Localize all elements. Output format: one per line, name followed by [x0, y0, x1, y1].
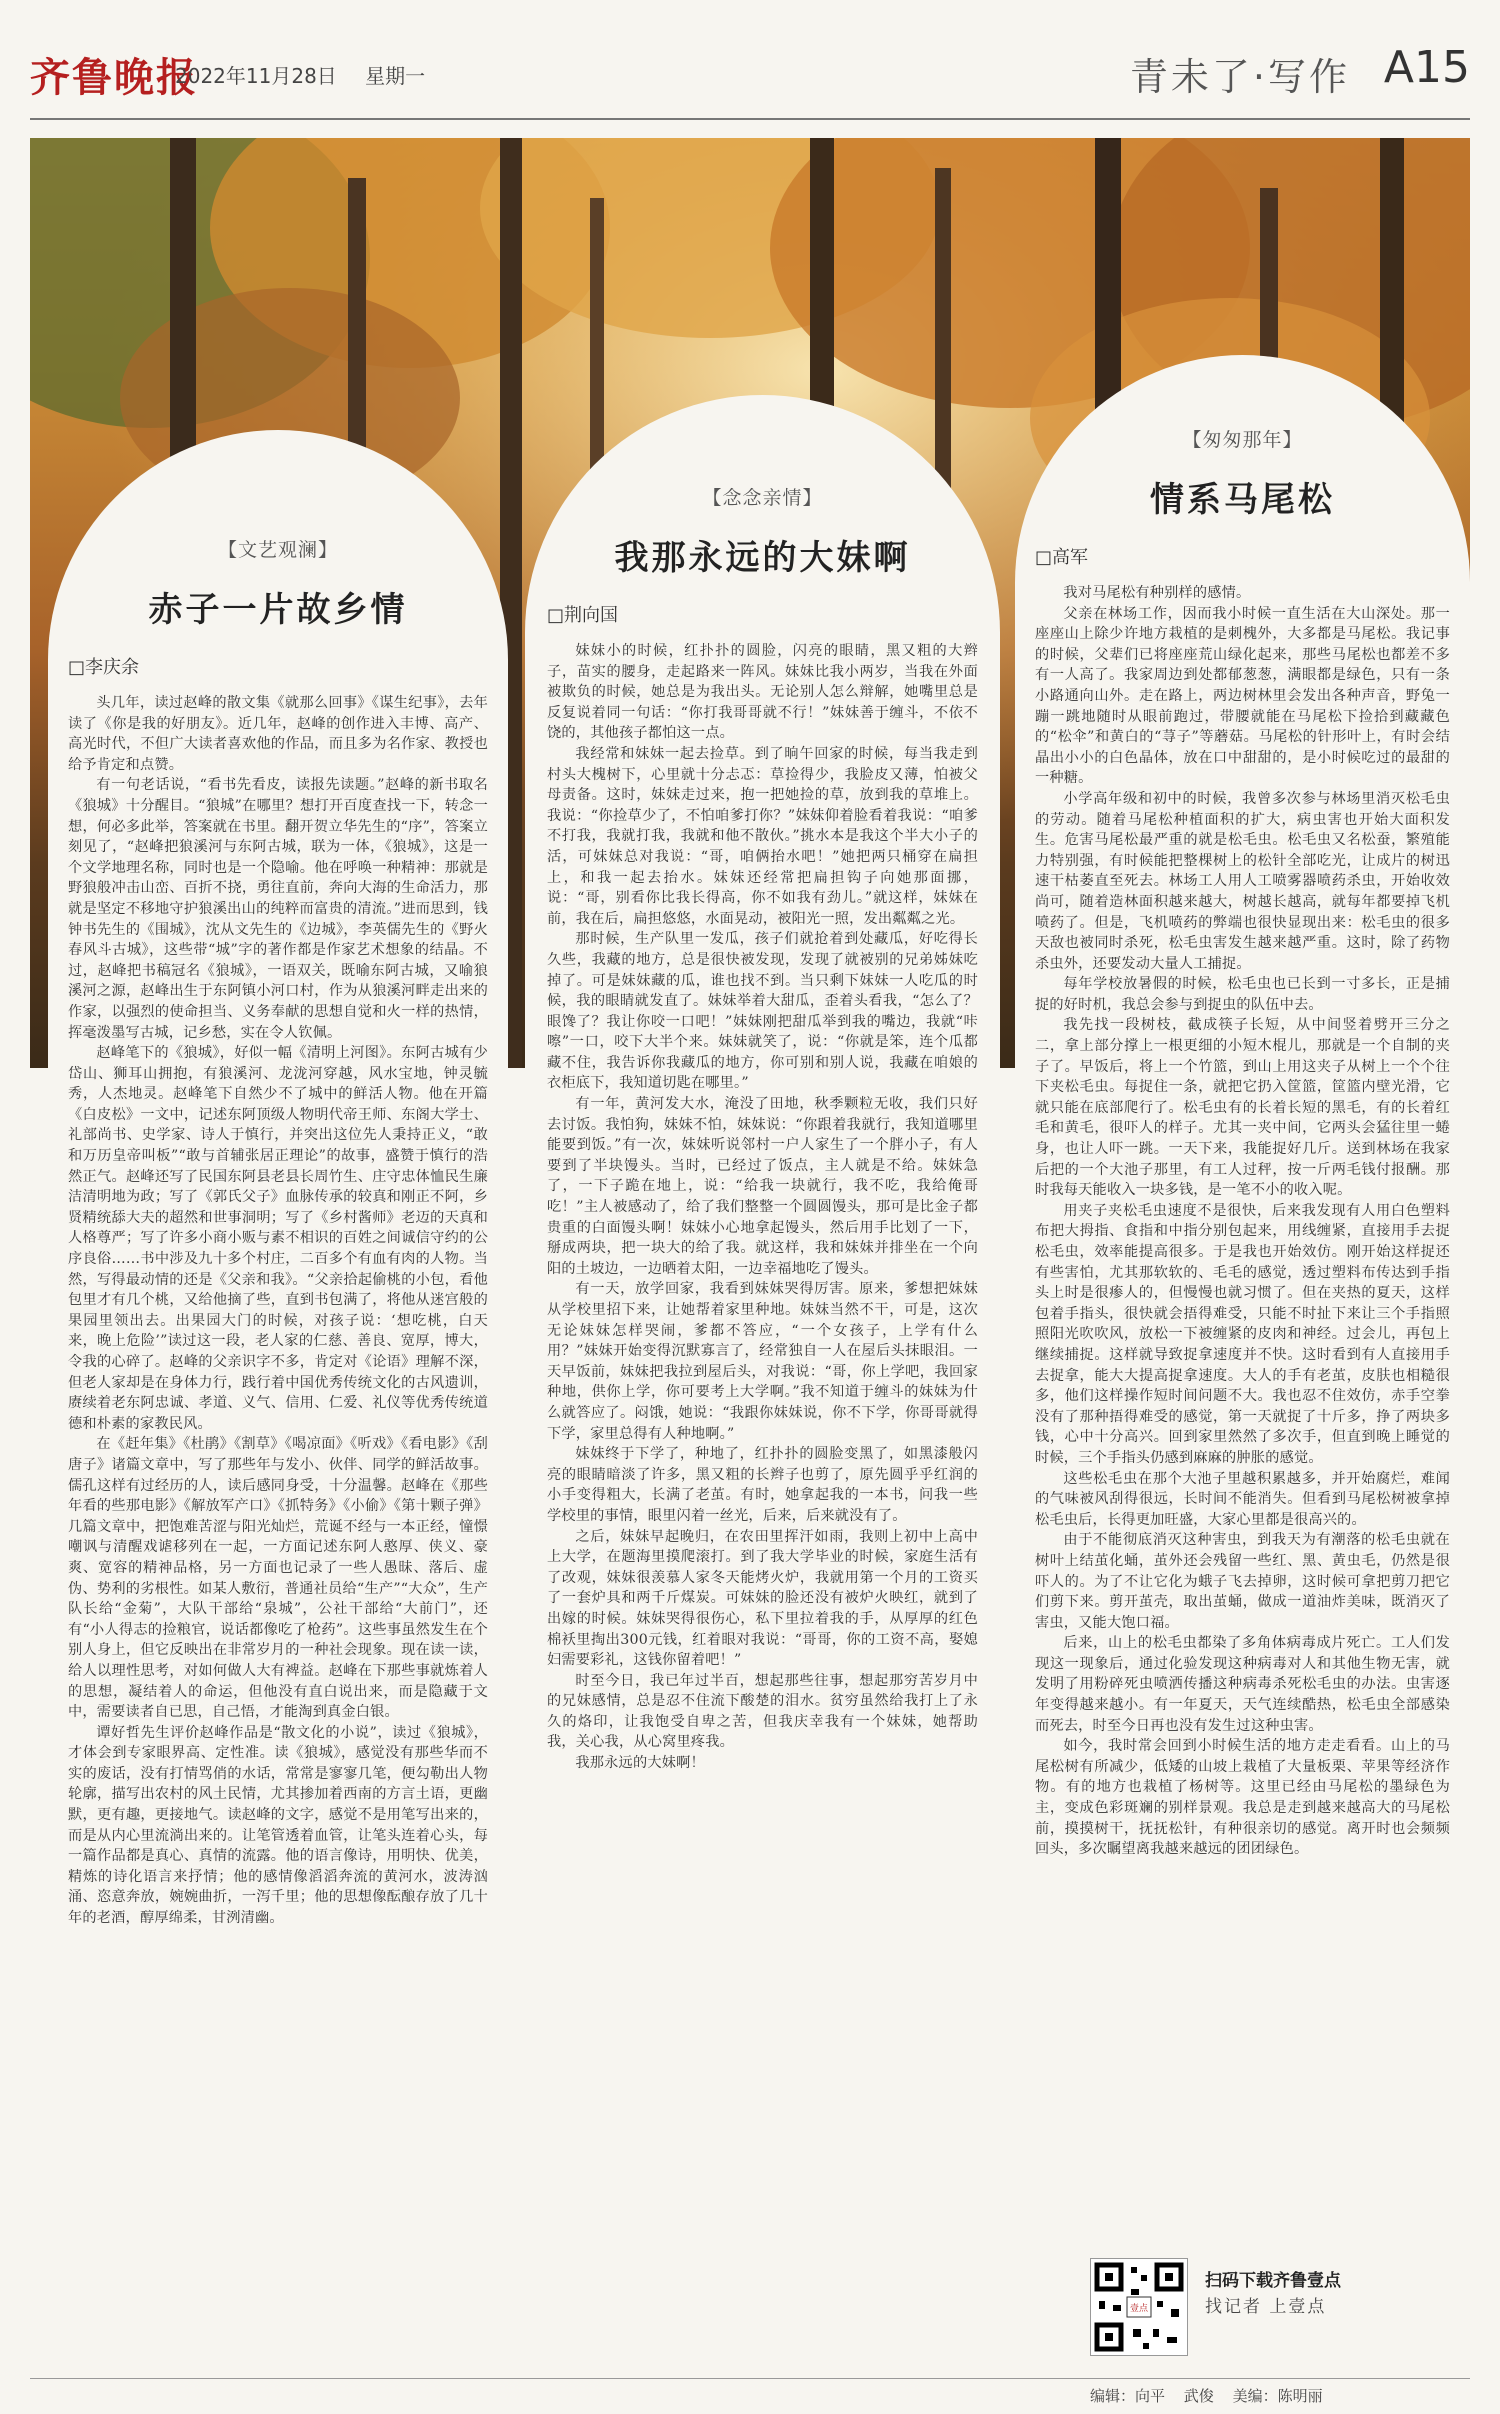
paragraph: 如今，我时常会回到小时候生活的地方走走看看。山上的马尾松树有所减少，低矮的山坡上栽植了大量板栗、苹果等经济作物。有的地方也栽植了杨树等。这里已经由马尾松的墨绿色为主，变成色彩斑斓的别样景观。我总是走到越来越高大的马尾松前，摸摸树干，抚抚松针，有种很亲切的感觉。离开时也会频频回头，多次瞩望离我越来越远的团团绿色。 [1035, 1738, 1450, 1858]
issue-date: 2022年11月28日 [175, 64, 337, 88]
qr-title: 扫码下载齐鲁壹点 [1205, 2271, 1341, 2291]
paragraph: 之后，妹妹早起晚归，在农田里挥汗如雨，我则上初中上高中上大学，在题海里摸爬滚打。到了我大学毕业的时候，家庭生活有了改观，妹妹很羡慕人家冬天能烤火炉，我就用第一个月的工资买了一套炉具和两千斤煤炭。可妹妹的脸还没有被炉火映红，就到了出嫁的时候。妹妹哭得很伤心，私下里拉着我的手，从厚厚的红色棉袄里掏出300元钱，红着眼对我说：“哥哥，你的工资不高，娶媳妇需要彩礼，这钱你留着吧！” [547, 1528, 978, 1669]
paragraph: 每年学校放暑假的时候，松毛虫也已长到一寸多长，正是捕捉的好时机，我总会参与到捉虫的队伍中去。 [1035, 976, 1450, 1013]
paragraph: 在《赶年集》《杜鹃》《割草》《喝凉面》《听戏》《看电影》《刮唐子》诸篇文章中，写了那些年与发小、伙伴、同学的鲜活故事。儒孔这样有过经历的人，读后感同身受，十分温馨。赵峰在《那些年看的些那电影》《解放军产口》《抓特务》《小偷》《第十颗子弹》几篇文章中，把饱难苦涩与阳光灿烂，荒诞不经与一本正经，憧憬嘲讽与清醒戏谑移列在一起，一方面记述东阿人憨厚、侠义、豪爽、宽容的精神品格，另一方面也记录了一些人愚昧、落后、虚伪、势利的劣根性。如某人敷衍，普通社员给“生产”“大众”，生产队长给“金菊”，大队干部给“泉城”，公社干部给“大前门”，还有“小人得志的捡粮官，说话都像吃了枪药”。这些事虽然发生在个别人身上，但它反映出在非常岁月的一种社会现象。现在读一读，给人以理性思考，对如何做人大有裨益。赵峰在下那些事就炼着人的思想，凝结着人的命运，但他没有直白说出来，而是隐藏于文中，需要读者自已思，自己悟，才能淘到真金白银。 [68, 1436, 488, 1721]
paragraph: 用夹子夹松毛虫速度不是很快，后来我发现有人用白色塑料布把大拇指、食指和中指分别包起来，用线缠紧，直接用手去捉松毛虫，效率能提高很多。于是我也开始效仿。刚开始这样捉还有些害怕，尤其那软软的、毛毛的感觉，透过塑料布传达到手指头上时是很瘆人的，但慢慢也就习惯了。但在夹热的夏天，这样包着手指头，很快就会捂得难受，只能不时扯下来让三个手指照照阳光吹吹风，放松一下被缠紧的皮肉和神经。过会儿，再包上继续捕捉。这样就导致捉拿速度并不快。这时看到有人直接用手去捉拿，能大大提高捉拿速度。大人的手有老茧，皮肤也相糙很多，他们这样操作短时间问题不大。我也忍不住效仿，赤手空拳没有了那种捂得难受的感觉，第一天就捉了十斤多，挣了两块多钱，心中十分高兴。回到家里然然了多次手，但直到晚上睡觉的时候，三个手指头仍感到麻麻的肿胀的感觉。 [1035, 1202, 1450, 1466]
paragraph: 我经常和妹妹一起去捡草。到了晌午回家的时候，每当我走到村头大槐树下，心里就十分忐忑：草捡得少，我脸皮又薄，怕被父母责备。这时，妹妹走过来，抱一把她捡的草，放到我的草堆上。我说：“你捡草少了，不怕咱爹打你？”妹妹仰着脸看着我说：“咱爹不打我，我就打我，我就和他不散伙。”挑水本是我这个半大小子的活，可妹妹总对我说：“哥，咱俩抬水吧！”她把两只桶穿在扁担上，和我一起去抬水。妹妹还经常把扁担钩子向她那面挪，说：“哥，别看你比我长得高，你不如我有劲儿。”就这样，妹妹在前，我在后，扁担悠悠，水面晃动，被阳光一照，发出粼粼之光。 [547, 745, 978, 927]
paragraph: 有一句老话说，“看书先看皮，读报先读题。”赵峰的新书取名《狼城》十分醒目。“狼城”在哪里？想打开百度查找一下，转念一想，何必多此举，答案就在书里。翻开贺立华先生的“序”，答案立刻见了，“赵峰把狼溪河与东阿古城，联为一体，《狼城》，这是一个文学地理名称，同时也是一个隐喻。他在呼唤一种精神：那就是野狼般冲击山峦、百折不挠，勇往直前，奔向大海的生命活力，那就是坚定不移地守护狼溪出山的纯粹而富贵的清流。”进而思到，钱钟书先生的《围城》，沈从文先生的《边城》，李英儒先生的《野火春风斗古城》，这些带“城”字的著作都是作家艺术想象的结晶。不过，赵峰把书稿冠名《狼城》，一语双关，既喻东阿古城，又喻狼溪河之源，赵峰出生于东阿镇小河口村，作为从狼溪河畔走出来的作家，以强烈的使命担当、义务奉献的思想自觉和火一样的热情，挥毫泼墨写古城，记乡愁，实在令人钦佩。 [68, 777, 488, 1041]
masthead [0, 0, 1500, 120]
paragraph: 这些松毛虫在那个大池子里越积累越多，并开始腐烂，难闻的气味被风刮得很远，长时间不能消失。但看到马尾松树被拿掉松毛虫后，长得更加旺盛，大家心里都是很高兴的。 [1035, 1470, 1450, 1528]
article-3-title: 情系马尾松 [1150, 480, 1335, 520]
article-2-title: 我那永远的大妹啊 [614, 538, 911, 578]
qr-subtitle: 找记者 上壹点 [1205, 2297, 1327, 2317]
article-column-3 [1015, 355, 1470, 2330]
paragraph: 后来，山上的松毛虫都染了多角体病毒成片死亡。工人们发现这一现象后，通过化验发现这种病毒对人和其他生物无害，就发明了用粉碎死虫喷洒传播这种病毒杀死松毛虫的办法。虫害逐年变得越来越小。有一年夏天，天气连续酷热，松毛虫全部感染而死去，时至今日再也没有发生过这种虫害。 [1035, 1635, 1450, 1734]
article-2-byline: □荆向国 [547, 605, 619, 626]
paragraph: 有一年，黄河发大水，淹没了田地，秋季颗粒无收，我们只好去讨饭。我怕狗，妹妹不怕，妹妹说：“你跟着我就行，我知道哪里能要到饭。”有一次，妹妹听说邻村一户人家生了一个胖小子，有人要到了半块馒头。当时，已经过了饭点，主人就是不给。妹妹急了，一下子跪在地上，说：“给我一块就行，我不吃，我给俺哥吃！”主人被感动了，给了我们整整一个圆圆馒头，那可是比金子都贵重的白面馒头啊！妹妹小心地拿起馒头，然后用手比划了一下，掰成两块，把一块大的给了我。就这样，我和妹妹并排坐在一个向阳的土坡边，一边晒着太阳，一边幸福地吃了馒头。 [547, 1096, 978, 1277]
paragraph: 由于不能彻底消灭这种害虫，到我天为有潮落的松毛虫就在树叶上结茧化蛹，茧外还会残留一些红、黑、黄虫毛，仍然是很吓人的。为了不让它化为蛾子飞去掉卵，这时候可拿把剪刀把它们剪下来。剪开茧壳，取出茧蛹，做成一道油炸美味，既消灭了害虫，又能大饱口福。 [1035, 1532, 1450, 1631]
editor-name-2: 武俊 [1183, 2387, 1214, 2405]
qr-code[interactable] [1090, 2258, 1188, 2356]
article-column-1 [48, 430, 508, 2330]
paragraph: 小学高年级和初中的时候，我曾多次参与林场里消灭松毛虫的劳动。随着马尾松种植面积的扩大，病虫害也开始大面积发生。危害马尾松最严重的就是松毛虫。松毛虫又名松蚕，繁殖能力特别强，有时候能把整棵树上的松针全部吃光，让成片的树迅速干枯萎直至死去。林场工人用人工喷雾器喷药杀虫，开始收效尚可，随着造林面积越来越大，树越长越高，就每年都要掉飞机喷药了。但是，飞机喷药的弊端也很快显现出来：松毛虫的很多天敌也被同时杀死，松毛虫害发生越来越严重。这时，除了药物杀虫外，还要发动大量人工捕捉。 [1035, 790, 1450, 972]
date-line [175, 60, 447, 89]
article-3-byline: □高军 [1035, 547, 1089, 568]
footer-rule [30, 2378, 1470, 2379]
article-1-byline: □李庆余 [68, 657, 140, 678]
article-3-tag: 【匆匆那年】 [1182, 429, 1303, 451]
issue-weekday: 星期一 [365, 64, 426, 88]
editor-credits [1090, 2385, 1337, 2406]
paragraph: 时至今日，我已年过半百，想起那些往事，想起那穷苦岁月中的兄妹感情，总是忍不住流下酸楚的泪水。贫穷虽然给我打上了永久的烙印，让我饱受自卑之苦，但我庆幸我有一个妹妹，她帮助我，关心我，从心窝里疼我。 [547, 1672, 978, 1751]
qr-code-icon [1091, 2259, 1187, 2355]
paragraph: 我先找一段树枝，截成筷子长短，从中间竖着劈开三分之二，拿上部分撑上一根更细的小短木棍儿，那就是一个自制的夹子了。早饭后，将上一个竹篮，到山上用这夹子从树上一个个往下夹松毛虫。每捉住一条，就把它扔入筐篮，筐篮内壁光滑，它就只能在底部爬行了。松毛虫有的长着长短的黑毛，有的长着红毛和黄毛，很吓人的样子。尤其一夹中间，它两头会猛往里一蜷身，也让人吓一跳。一天下来，我能捉好几斤。送到林场在我家后把的一个大池子那里，有工人过秤，按一斤两毛钱付报酬。那时我每天能收入一块多钱，是一笔不小的收入呢。 [1035, 1017, 1450, 1199]
masthead-rule [30, 118, 1470, 120]
paragraph: 妹妹终于下学了，种地了，红扑扑的圆脸变黑了，如黑漆般闪亮的眼睛暗淡了许多，黑又粗的长辫子也剪了，原先圆乎乎红润的小手变得粗大，长满了老茧。有时，她拿起我的一本书，问我一些学校里的事情，眼里闪着一丝光，后来，后来就没有了。 [547, 1446, 978, 1524]
paragraph: 妹妹小的时候，红扑扑的圆脸，闪亮的眼睛，黑又粗的大辫子，苗实的腰身，走起路来一阵风。妹妹比我小两岁，当我在外面被欺负的时候，她总是为我出头。无论别人怎么辩解，她嘴里总是反复说着同一句话：“你打我哥哥就不行！”妹妹善于缠斗，不依不饶的，其他孩子都怕这一点。 [547, 643, 978, 742]
article-column-2 [525, 395, 1000, 2330]
paragraph: 头几年，读过赵峰的散文集《就那么回事》《谋生纪事》，去年读了《你是我的好朋友》。近几年，赵峰的创作进入丰博、高产、高光时代，不但广大读者喜欢他的作品，而且多为名作家、教授也给予肯定和点赞。 [68, 695, 488, 773]
newspaper-logo: 齐鲁晚报 [30, 55, 198, 101]
paragraph: 我对马尾松有种别样的感情。 [1063, 585, 1251, 601]
qr-caption [1205, 2268, 1341, 2320]
article-2-body [547, 641, 978, 1774]
article-3-body [1035, 583, 1450, 1860]
paragraph: 有一天，放学回家，我看到妹妹哭得厉害。原来，爹想把妹妹从学校里招下来，让她帮着家里种地。妹妹当然不干，可是，这次无论妹妹怎样哭闹，爹都不答应，“一个女孩子，上学有什么用？”妹妹开始变得沉默寡言了，经常独自一人在屋后头抹眼泪。一天早饭前，妹妹把我拉到屋后头，对我说：“哥，你上学吧，我回家种地，供你上学，你可要考上大学啊。”我不知道于缠斗的妹妹为什么就答应了。闷饿，她说：“我跟你妹妹说，你不下学，你哥哥就得下学，家里总得有人种地啊。” [547, 1281, 978, 1442]
editor-name: 编辑：向平 [1090, 2387, 1166, 2405]
article-1-tag: 【文艺观澜】 [217, 539, 338, 561]
paragraph: 谭好哲先生评价赵峰作品是“散文化的小说”，读过《狼城》，才体会到专家眼界高、定性准。读《狼城》，感觉没有那些华而不实的废话，没有打情骂俏的水话，常常是寥寥几笔，便勾勒出人物轮廓，描写出农村的风土民情，尤其掺加着西南的方言土语，更幽默，更有趣，更接地气。读赵峰的文字，感觉不是用笔写出来的，而是从内心里流淌出来的。让笔管透着血管，让笔头连着心头，每一篇作品都是真心、真情的流露。他的语言像诗，用明快、优美，精炼的诗化语言来抒情；他的感情像滔滔奔流的黄河水，波涛汹涌、恣意奔放，婉婉曲折，一泻千里；他的思想像酝酿存放了几十年的老酒，醇厚绵柔，甘洌清幽。 [68, 1724, 488, 1927]
paragraph: 赵峰笔下的《狼城》，好似一幅《清明上河图》。东阿古城有少岱山、狮耳山拥抱，有狼溪河、龙泷河穿越，风水宝地，钟灵毓秀，人杰地灵。赵峰笔下自然少不了城中的鲜活人物。他在开篇《白皮松》一文中，记述东阿顶级人物明代帝王师、东阁大学士、礼部尚书、史学家、诗人于慎行，并突出这位先人秉持正义，“敢和万历皇帝叫板”“敢与首辅张居正理论”的故事，盛赞于慎行的浩然正气。赵峰还写了民国东阿县老县长周竹生、庄守忠体恤民生廉洁清明地为政；写了《郭氏父子》血脉传承的较真和刚正不阿，乡贤精统舔大夫的超然和世事洞明；写了《乡村酱师》老迈的天真和人格尊严；写了许多小商小贩与素不相识的百姓之间诚信守约的公序良俗……书中涉及九十多个村庄，二百多个有血有肉的人物。当然，写得最动情的还是《父亲和我》。“父亲拾起偷桃的小包，看他包里才有几个桃，又给他摘了些，直到书包满了，将他从迷宫般的果园里领出去。出果园大门的时候，对孩子说：‘想吃桃，白天来，晚上危险’”读过这一段，老人家的仁慈、善良、宽厚，博大，令我的心碎了。赵峰的父亲识字不多，肯定对《论语》理解不深，但老人家却是在身体力行，践行着中国优秀传统文化的古风遗训，赓续着老东阿忠诚、孝道、义气、信用、仁爱、礼仪等优秀传统道德和朴素的家教民风。 [68, 1045, 488, 1432]
article-2-tag: 【念念亲情】 [702, 487, 823, 509]
paragraph: 我那永远的大妹啊！ [575, 1755, 705, 1772]
section-title: 青未了·写作 [1129, 55, 1350, 99]
designer-name: 美编：陈明丽 [1232, 2387, 1323, 2405]
article-1-title: 赤子一片故乡情 [148, 590, 408, 630]
paragraph: 父亲在林场工作，因而我小时候一直生活在大山深处。那一座座山上除少许地方栽植的是刺槐外，大多都是马尾松。我记事的时候，父辈们已将座座荒山绿化起来，那些马尾松也都差不多有一人高了。我家周边到处都郁葱葱，满眼都是绿色，只有一条小路通向山外。走在路上，两边树林里会发出各种声音，野兔一蹦一跳地随时从眼前跑过，带腰就能在马尾松下捡拾到藏藏色的“松伞”和黄白的“荨子”等蘑菇。马尾松的针形叶上，有时会结晶出小小的白色晶体，放在口中甜甜的，是小时候吃过的最甜的一种糖。 [1035, 605, 1450, 787]
page-number: A15 [1383, 42, 1470, 93]
article-1-body [68, 693, 488, 1929]
qr-center-label: 壹点 [1129, 2304, 1149, 2314]
paragraph: 那时候，生产队里一发瓜，孩子们就抢着到处藏瓜，好吃得长久些，我藏的地方，总是很快被发现，发现了就被别的兄弟姊妹吃掉了。可是妹妹藏的瓜，谁也找不到。当只剩下妹妹一人吃瓜的时候，我的眼睛就发直了。妹妹举着大甜瓜，歪着头看我，“怎么了？眼馋了？我让你咬一口吧！”妹妹刚把甜瓜举到我的嘴边，我就“咔嚓”一口，咬下大半个来。妹妹就笑了，说：“你就是笨，连个瓜都藏不住，我告诉你我藏瓜的地方，你可别和别人说，我藏在咱娘的衣柜底下，我知道切匙在哪里。” [547, 931, 978, 1092]
